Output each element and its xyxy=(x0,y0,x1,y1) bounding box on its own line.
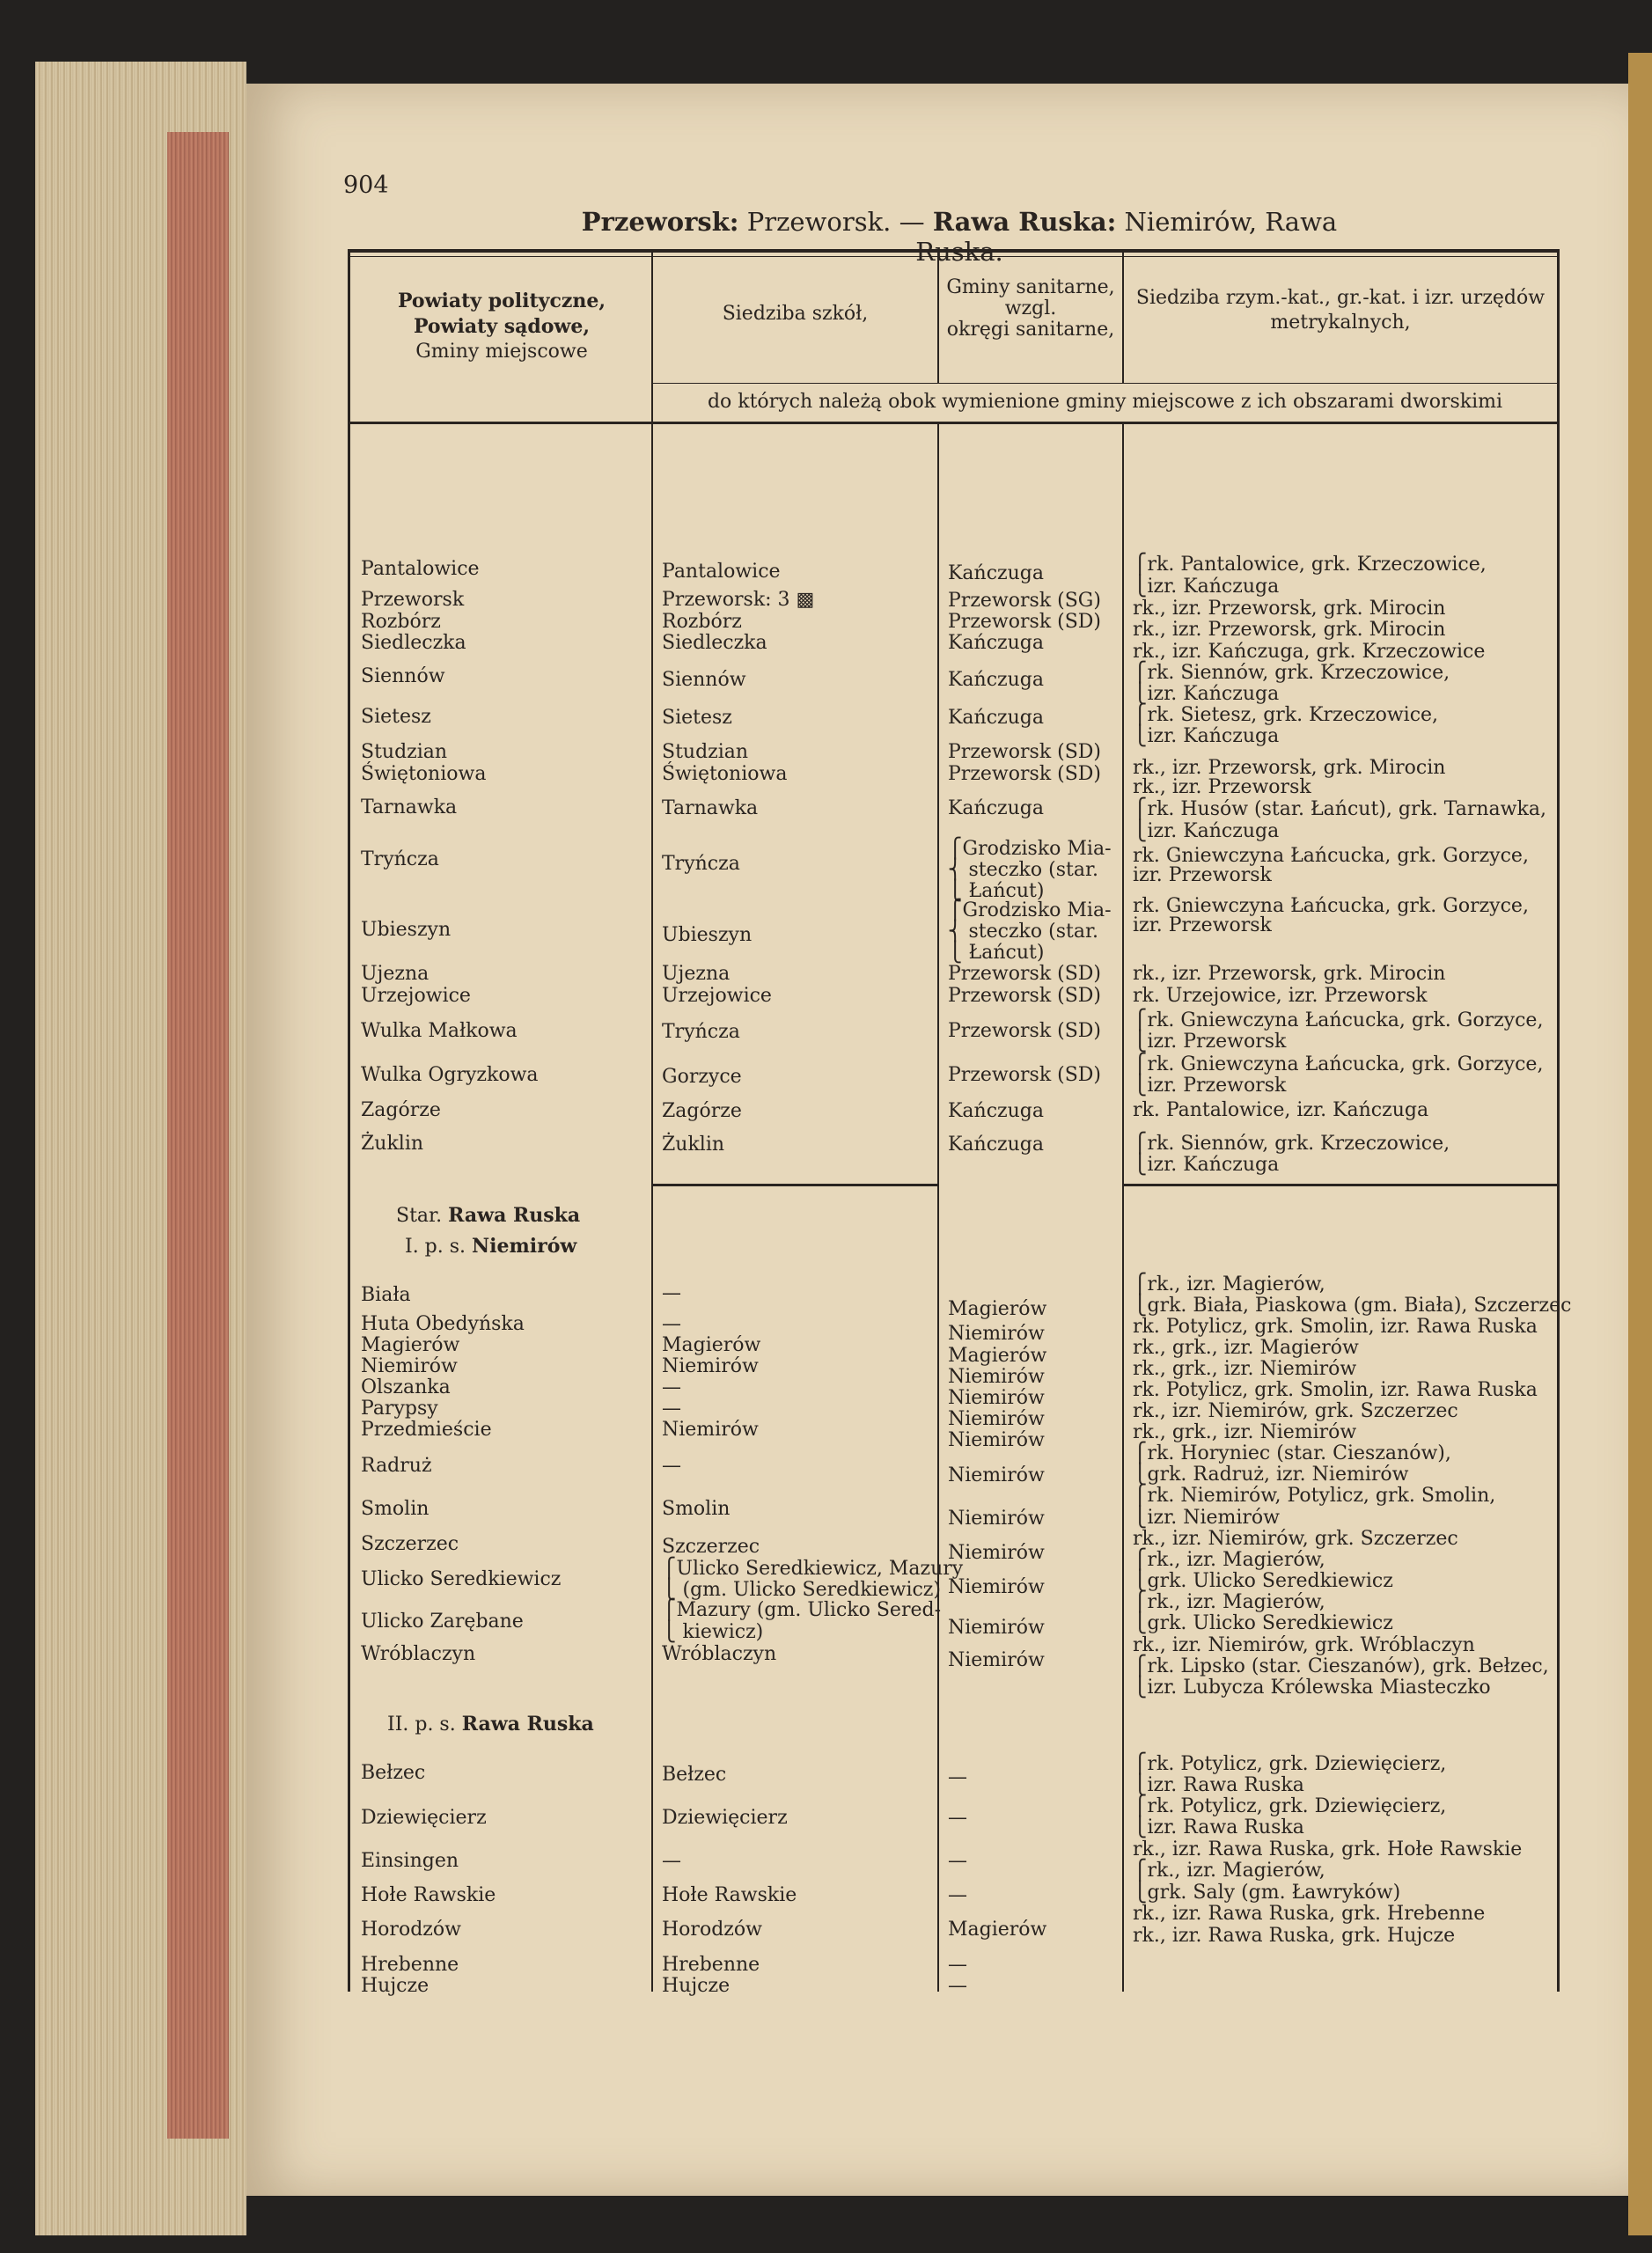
header-col3-line2: wzgl. xyxy=(1004,297,1057,319)
col3-entry: Niemirów xyxy=(948,1429,1045,1451)
col4-entry: ⎧rk., izr. Magierów, xyxy=(1133,1860,1325,1882)
col3-entry: Niemirów xyxy=(948,1542,1045,1564)
col1-entry: Radruż xyxy=(361,1455,432,1477)
col3-entry: Niemirów xyxy=(948,1576,1045,1598)
col4-entry: rk., izr. Rawa Ruska, grk. Hrebenne xyxy=(1133,1903,1486,1925)
col3-entry: ⎧Grodzisko Mia- xyxy=(948,899,1112,921)
col1-entry: Sietesz xyxy=(361,706,431,728)
col3-entry: — xyxy=(948,1954,967,1976)
section-p1-name: Niemirów xyxy=(472,1235,577,1258)
col1-entry: Hrebenne xyxy=(361,1954,459,1976)
col2-entry: Tryńcza xyxy=(662,1021,740,1043)
col1-entry: Dziewięcierz xyxy=(361,1807,487,1829)
col4-entry: ⎩izr. Przeworsk xyxy=(1133,1031,1287,1053)
col4-entry: ⎧rk., izr. Magierów, xyxy=(1133,1273,1325,1295)
col1-entry: Wulka Małkowa xyxy=(361,1020,518,1042)
col2-entry: — xyxy=(662,1376,681,1398)
table-top-rule xyxy=(348,249,1560,253)
col2-entry: Studzian xyxy=(662,741,749,763)
header-subheader xyxy=(653,390,1557,415)
col4-entry: rk. Urzejowice, izr. Przeworsk xyxy=(1133,985,1428,1007)
header-subheader-text: do których należą obok wymienione gminy miejscowe z ich obszarami dworskimi xyxy=(707,391,1503,413)
section-break-rule-right xyxy=(1122,1184,1557,1186)
col4-entry: rk., izr. Przeworsk, grk. Mirocin xyxy=(1133,619,1446,641)
col2-entry: — xyxy=(662,1282,681,1304)
col2-entry: Przeworsk: 3 ▩ xyxy=(662,589,815,611)
col2-entry: Pantalowice xyxy=(662,561,781,583)
col1-entry: Ujezna xyxy=(361,963,430,985)
col4-entry: rk., izr. Przeworsk, grk. Mirocin xyxy=(1133,757,1446,779)
col1-entry: Siedleczka xyxy=(361,632,466,654)
col4-entry: rk. Potylicz, grk. Smolin, izr. Rawa Ruska xyxy=(1133,1316,1538,1338)
col1-entry: Szczerzec xyxy=(361,1533,459,1555)
running-head-district2-towns: Niemirów, Rawa xyxy=(1124,207,1338,237)
col3-entry: Niemirów xyxy=(948,1464,1045,1486)
col1-entry: Parypsy xyxy=(361,1398,438,1420)
col2-entry: Niemirów xyxy=(662,1355,759,1377)
col4-entry: ⎩izr. Lubycza Królewska Miasteczko xyxy=(1133,1677,1491,1699)
col2-entry: — xyxy=(662,1850,681,1872)
header-col1-line1: Powiaty polityczne, xyxy=(397,290,606,312)
col3-entry: Magierów xyxy=(948,1919,1047,1941)
col1-entry: Niemirów xyxy=(361,1355,458,1377)
col3-entry: ⎧Grodzisko Mia- xyxy=(948,838,1112,860)
header-col2 xyxy=(653,302,937,327)
col4-entry: ⎧rk. Potylicz, grk. Dziewięcierz, xyxy=(1133,1753,1447,1775)
registry-table xyxy=(348,249,1572,1997)
col2-entry: Świętoniowa xyxy=(662,763,788,785)
col3-entry: Przeworsk (SD) xyxy=(948,611,1102,633)
col4-entry: ⎩grk. Ulicko Seredkiewicz xyxy=(1133,1612,1393,1634)
col1-entry: Olszanka xyxy=(361,1376,451,1398)
header-col1-line3: Gminy miejscowe xyxy=(415,341,588,363)
col3-entry: Kańczuga xyxy=(948,797,1045,819)
col3-entry: Kańczuga xyxy=(948,669,1045,691)
col1-entry: Hujcze xyxy=(361,1975,430,1997)
col1-entry: Tryńcza xyxy=(361,848,439,870)
subheader-rule xyxy=(653,383,1557,384)
col4-entry: ⎩izr. Kańczuga xyxy=(1133,683,1280,705)
col1-entry: Przeworsk xyxy=(361,589,465,611)
col4-entry: ⎧rk., izr. Magierów, xyxy=(1133,1549,1325,1571)
section-p1-prefix: I. p. s. xyxy=(405,1236,466,1258)
col2-entry: Hrebenne xyxy=(662,1954,760,1976)
col4-entry: ⎩grk. Biała, Piaskowa (gm. Biała), Szczerzec xyxy=(1133,1295,1572,1317)
col4-entry: ⎧rk. Siennów, grk. Krzeczowice, xyxy=(1133,1133,1450,1155)
col1-entry: Zagórze xyxy=(361,1099,441,1121)
col1-entry: Żuklin xyxy=(361,1133,424,1155)
col4-entry: ⎧rk. Sietesz, grk. Krzeczowice, xyxy=(1133,704,1439,726)
col3-entry: — xyxy=(948,1850,967,1872)
col4-entry: rk. Potylicz, grk. Smolin, izr. Rawa Ruska xyxy=(1133,1379,1538,1401)
col4-entry: ⎧rk. Pantalowice, grk. Krzeczowice, xyxy=(1133,554,1487,576)
header-col3-line1: Gminy sanitarne, xyxy=(946,276,1115,298)
section-heading-rawa-ruska xyxy=(387,1713,594,1736)
col4-entry: rk. Gniewczyna Łańcucka, grk. Gorzyce, xyxy=(1133,895,1529,917)
col4-entry: ⎧rk. Lipsko (star. Cieszanów), grk. Bełzec, xyxy=(1133,1655,1549,1677)
section-heading-rawa xyxy=(396,1204,580,1227)
col4-entry: izr. Przeworsk xyxy=(1133,864,1272,886)
col4-entry: ⎩grk. Ulicko Seredkiewicz xyxy=(1133,1570,1393,1592)
col2-entry: Horodzów xyxy=(662,1919,762,1941)
col1-entry: Magierów xyxy=(361,1334,460,1356)
col4-entry: ⎩izr. Kańczuga xyxy=(1133,820,1280,842)
col4-entry: ⎧rk. Potylicz, grk. Dziewięcierz, xyxy=(1133,1795,1447,1817)
col3-entry: Kańczuga xyxy=(948,632,1045,654)
col-divider-1 xyxy=(651,249,653,1992)
col4-entry: ⎩grk. Radruż, izr. Niemirów xyxy=(1133,1464,1409,1486)
col1-entry: Ubieszyn xyxy=(361,919,452,941)
col4-entry: rk., izr. Niemirów, grk. Szczerzec xyxy=(1133,1400,1458,1422)
page-number: 904 xyxy=(343,172,389,199)
col-divider-3b xyxy=(1122,423,1124,1992)
col4-entry: ⎩izr. Rawa Ruska xyxy=(1133,1774,1304,1796)
col2-entry: — xyxy=(662,1398,681,1420)
running-head-district1: Przeworsk: xyxy=(581,207,739,237)
col2-entry: Wróblaczyn xyxy=(662,1643,777,1665)
col3-entry: — xyxy=(948,1975,967,1997)
col4-entry: ⎩grk. Saly (gm. Ławryków) xyxy=(1133,1882,1401,1904)
col4-entry: ⎧rk. Husów (star. Łańcut), grk. Tarnawka, xyxy=(1133,798,1546,820)
table-left-rule xyxy=(348,249,350,1992)
col1-entry: Przedmieście xyxy=(361,1419,492,1441)
col4-entry: rk., izr. Przeworsk xyxy=(1133,776,1311,798)
header-col1 xyxy=(352,289,651,364)
header-bottom-rule xyxy=(348,422,1560,424)
col3-entry: Niemirów xyxy=(948,1649,1045,1671)
col2-entry: Tryńcza xyxy=(662,853,740,875)
col2-entry: Dziewięcierz xyxy=(662,1807,788,1829)
col4-entry: rk., grk., izr. Magierów xyxy=(1133,1337,1359,1359)
col3-entry: Magierów xyxy=(948,1345,1047,1367)
col1-entry: Horodzów xyxy=(361,1919,461,1941)
col4-entry: ⎧rk., izr. Magierów, xyxy=(1133,1591,1325,1613)
header-col4-line2: metrykalnych, xyxy=(1270,312,1411,334)
col3-entry: ⎩ Łańcut) xyxy=(948,880,1045,902)
col1-entry: Hołe Rawskie xyxy=(361,1884,496,1906)
running-head-dash: — xyxy=(899,207,925,237)
col3-entry: Niemirów xyxy=(948,1408,1045,1430)
col4-entry: rk., grk., izr. Niemirów xyxy=(1133,1421,1357,1443)
col3-entry: ⎨ steczko (star. xyxy=(948,859,1099,881)
col4-entry: ⎧rk. Siennów, grk. Krzeczowice, xyxy=(1133,662,1450,684)
col2-entry: Niemirów xyxy=(662,1419,759,1441)
table-right-rule xyxy=(1557,249,1560,1992)
col1-entry: Pantalowice xyxy=(361,558,480,580)
col2-entry: Zagórze xyxy=(662,1100,742,1122)
col2-entry: Siedleczka xyxy=(662,632,767,654)
col3-entry: — xyxy=(948,1884,967,1906)
col2-entry: Bełzec xyxy=(662,1764,727,1786)
col2-entry: Rozbórz xyxy=(662,611,742,633)
col1-entry: Urzejowice xyxy=(361,985,471,1007)
col3-entry: Magierów xyxy=(948,1298,1047,1320)
col2-entry: Hołe Rawskie xyxy=(662,1884,797,1906)
col1-entry: Bełzec xyxy=(361,1762,426,1784)
col2-entry: ⎧Ulicko Seredkiewicz, Mazury xyxy=(662,1558,964,1580)
col4-entry: ⎩izr. Kańczuga xyxy=(1133,725,1280,747)
col1-entry: Tarnawka xyxy=(361,796,458,818)
col1-entry: Smolin xyxy=(361,1498,430,1520)
col3-entry: — xyxy=(948,1807,967,1829)
running-head-district2: Rawa Ruska: xyxy=(932,207,1117,237)
col2-entry: Ubieszyn xyxy=(662,924,753,946)
book-page-edges xyxy=(35,62,246,2235)
col4-entry: rk., izr. Niemirów, grk. Szczerzec xyxy=(1133,1528,1458,1550)
col1-entry: Ulicko Zarębane xyxy=(361,1611,524,1633)
col4-entry: rk., izr. Rawa Ruska, grk. Hujcze xyxy=(1133,1925,1456,1947)
col4-entry: ⎧rk. Niemirów, Potylicz, grk. Smolin, xyxy=(1133,1485,1496,1507)
col1-entry: Świętoniowa xyxy=(361,763,487,785)
col3-entry: Kańczuga xyxy=(948,1134,1045,1156)
col2-entry: Żuklin xyxy=(662,1134,725,1156)
col4-entry: rk., grk., izr. Niemirów xyxy=(1133,1358,1357,1380)
col4-entry: rk., izr. Rawa Ruska, grk. Hołe Rawskie xyxy=(1133,1838,1523,1860)
col3-entry: Przeworsk (SD) xyxy=(948,763,1102,785)
col4-entry: ⎩izr. Kańczuga xyxy=(1133,576,1280,598)
section-star-name: Rawa Ruska xyxy=(448,1204,581,1227)
col2-entry: Smolin xyxy=(662,1498,731,1520)
col3-entry: Przeworsk (SD) xyxy=(948,963,1102,985)
col1-entry: Wulka Ogryzkowa xyxy=(361,1064,539,1086)
col3-entry: Niemirów xyxy=(948,1508,1045,1530)
col2-entry: Szczerzec xyxy=(662,1536,760,1558)
col4-entry: ⎩izr. Niemirów xyxy=(1133,1507,1281,1529)
book-red-edge xyxy=(167,132,229,2139)
section-p2-prefix: II. p. s. xyxy=(387,1714,456,1736)
col2-entry: ⎧Mazury (gm. Ulicko Sered- xyxy=(662,1599,942,1621)
col-divider-2b xyxy=(937,423,939,1992)
col3-entry: Przeworsk (SD) xyxy=(948,1020,1102,1042)
col4-entry: rk. Gniewczyna Łańcucka, grk. Gorzyce, xyxy=(1133,845,1529,867)
col3-entry: — xyxy=(948,1766,967,1788)
col3-entry: ⎩ Łańcut) xyxy=(948,942,1045,964)
col4-entry: ⎩izr. Rawa Ruska xyxy=(1133,1816,1304,1838)
col4-entry: rk., izr. Kańczuga, grk. Krzeczowice xyxy=(1133,641,1486,663)
col3-entry: Niemirów xyxy=(948,1387,1045,1409)
col4-entry: ⎩izr. Przeworsk xyxy=(1133,1075,1287,1097)
col4-entry: ⎧rk. Gniewczyna Łańcucka, grk. Gorzyce, xyxy=(1133,1009,1544,1031)
section-p2-name: Rawa Ruska xyxy=(461,1713,594,1736)
col2-entry: Ujezna xyxy=(662,963,731,985)
col1-entry: Wróblaczyn xyxy=(361,1643,476,1665)
section-heading-niemirow xyxy=(405,1235,576,1258)
header-col4-line1: Siedziba rzym.-kat., gr.-kat. i izr. urzędów xyxy=(1135,287,1546,309)
header-col2-label: Siedziba szkół, xyxy=(722,303,869,325)
col4-entry: ⎩izr. Kańczuga xyxy=(1133,1154,1280,1176)
col3-entry: Kańczuga xyxy=(948,707,1045,729)
col4-entry: izr. Przeworsk xyxy=(1133,914,1272,936)
col2-entry: Gorzyce xyxy=(662,1066,742,1088)
running-head-district1-towns: Przeworsk. xyxy=(746,207,892,237)
col4-entry: rk., izr. Niemirów, grk. Wróblaczyn xyxy=(1133,1634,1475,1656)
book-page xyxy=(246,84,1628,2196)
col2-entry: ⎩ (gm. Ulicko Seredkiewicz) xyxy=(662,1579,941,1601)
col4-entry: ⎧rk. Horyniec (star. Cieszanów), xyxy=(1133,1442,1451,1464)
col4-entry: ⎧rk. Gniewczyna Łańcucka, grk. Gorzyce, xyxy=(1133,1053,1544,1075)
col3-entry: Przeworsk (SG) xyxy=(948,590,1101,612)
col2-entry: Hujcze xyxy=(662,1975,731,1997)
right-book-cover-strip xyxy=(1628,53,1652,2235)
col2-entry: Urzejowice xyxy=(662,985,772,1007)
col3-entry: Przeworsk (SD) xyxy=(948,741,1102,763)
header-col3 xyxy=(939,277,1122,341)
col2-entry: — xyxy=(662,1313,681,1335)
col1-entry: Siennów xyxy=(361,665,445,687)
col4-entry: rk. Pantalowice, izr. Kańczuga xyxy=(1133,1099,1429,1121)
col3-entry: Przeworsk (SD) xyxy=(948,985,1102,1007)
col3-entry: Niemirów xyxy=(948,1617,1045,1639)
col3-entry: Przeworsk (SD) xyxy=(948,1064,1102,1086)
col3-entry: Niemirów xyxy=(948,1366,1045,1388)
col3-entry: Niemirów xyxy=(948,1323,1045,1345)
col2-entry: Tarnawka xyxy=(662,797,759,819)
col1-entry: Ulicko Seredkiewicz xyxy=(361,1568,562,1590)
col2-entry: Sietesz xyxy=(662,707,732,729)
header-col3-line3: okręgi sanitarne, xyxy=(946,319,1115,341)
col2-entry: ⎩ kiewicz) xyxy=(662,1621,764,1643)
col1-entry: Biała xyxy=(361,1284,411,1306)
col3-entry: Kańczuga xyxy=(948,562,1045,584)
header-col1-line2: Powiaty sądowe, xyxy=(413,315,591,338)
section-break-rule-left xyxy=(651,1184,937,1186)
col2-entry: Siennów xyxy=(662,669,746,691)
col3-entry: ⎨ steczko (star. xyxy=(948,921,1099,943)
section-star-prefix: Star. xyxy=(396,1205,443,1227)
col2-entry: Magierów xyxy=(662,1334,761,1356)
col1-entry: Rozbórz xyxy=(361,611,441,633)
col1-entry: Huta Obedyńska xyxy=(361,1313,525,1335)
col4-entry: rk., izr. Przeworsk, grk. Mirocin xyxy=(1133,963,1446,985)
col2-entry: — xyxy=(662,1455,681,1477)
col3-entry: Kańczuga xyxy=(948,1100,1045,1122)
table-top-rule-thin xyxy=(348,256,1560,257)
col1-entry: Studzian xyxy=(361,741,448,763)
col1-entry: Einsingen xyxy=(361,1850,459,1872)
col4-entry: rk., izr. Przeworsk, grk. Mirocin xyxy=(1133,598,1446,620)
header-col4 xyxy=(1124,286,1557,335)
